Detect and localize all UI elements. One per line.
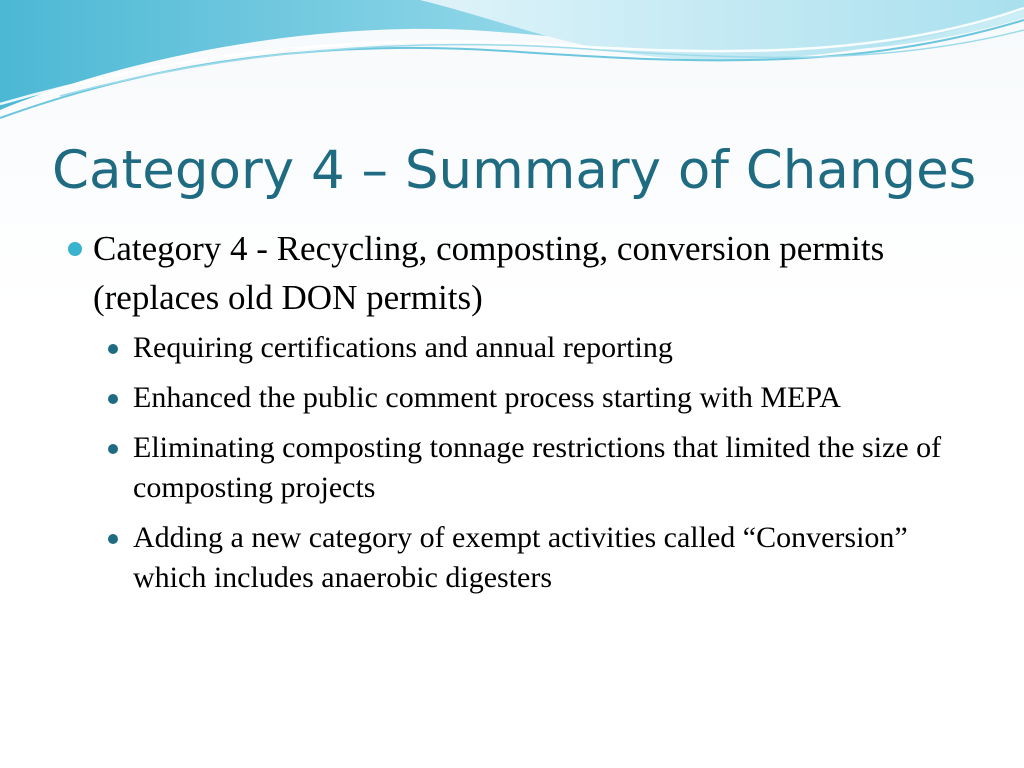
sub-bullet-text: Adding a new category of exempt activities called “Conversion” which includes anaerobic digesters [133, 521, 908, 594]
bullet-icon [108, 344, 118, 354]
sub-bullet-item [108, 518, 948, 598]
sub-bullet-item [108, 328, 948, 368]
sub-bullet-text: Eliminating composting tonnage restrictions that limited the size of composting projects [133, 431, 942, 504]
bullet-icon [108, 394, 118, 404]
bullet-icon [68, 242, 82, 256]
main-bullet-text: Category 4 - Recycling, composting, conversion permits (replaces old DON permits) [93, 229, 885, 317]
sub-bullet-item [108, 378, 948, 418]
sub-bullet-item [108, 428, 948, 508]
bullet-icon [108, 534, 118, 544]
sub-bullet-text: Requiring certifications and annual reporting [133, 331, 673, 364]
sub-bullet-text: Enhanced the public comment process starting with MEPA [133, 381, 841, 414]
bullet-icon [108, 444, 118, 454]
sub-bullet-list [108, 328, 948, 598]
header-wave-decoration [0, 0, 1024, 140]
main-bullet-item [68, 224, 948, 322]
slide-title: Category 4 – Summary of Changes [52, 140, 977, 201]
bullet-list [68, 224, 948, 608]
